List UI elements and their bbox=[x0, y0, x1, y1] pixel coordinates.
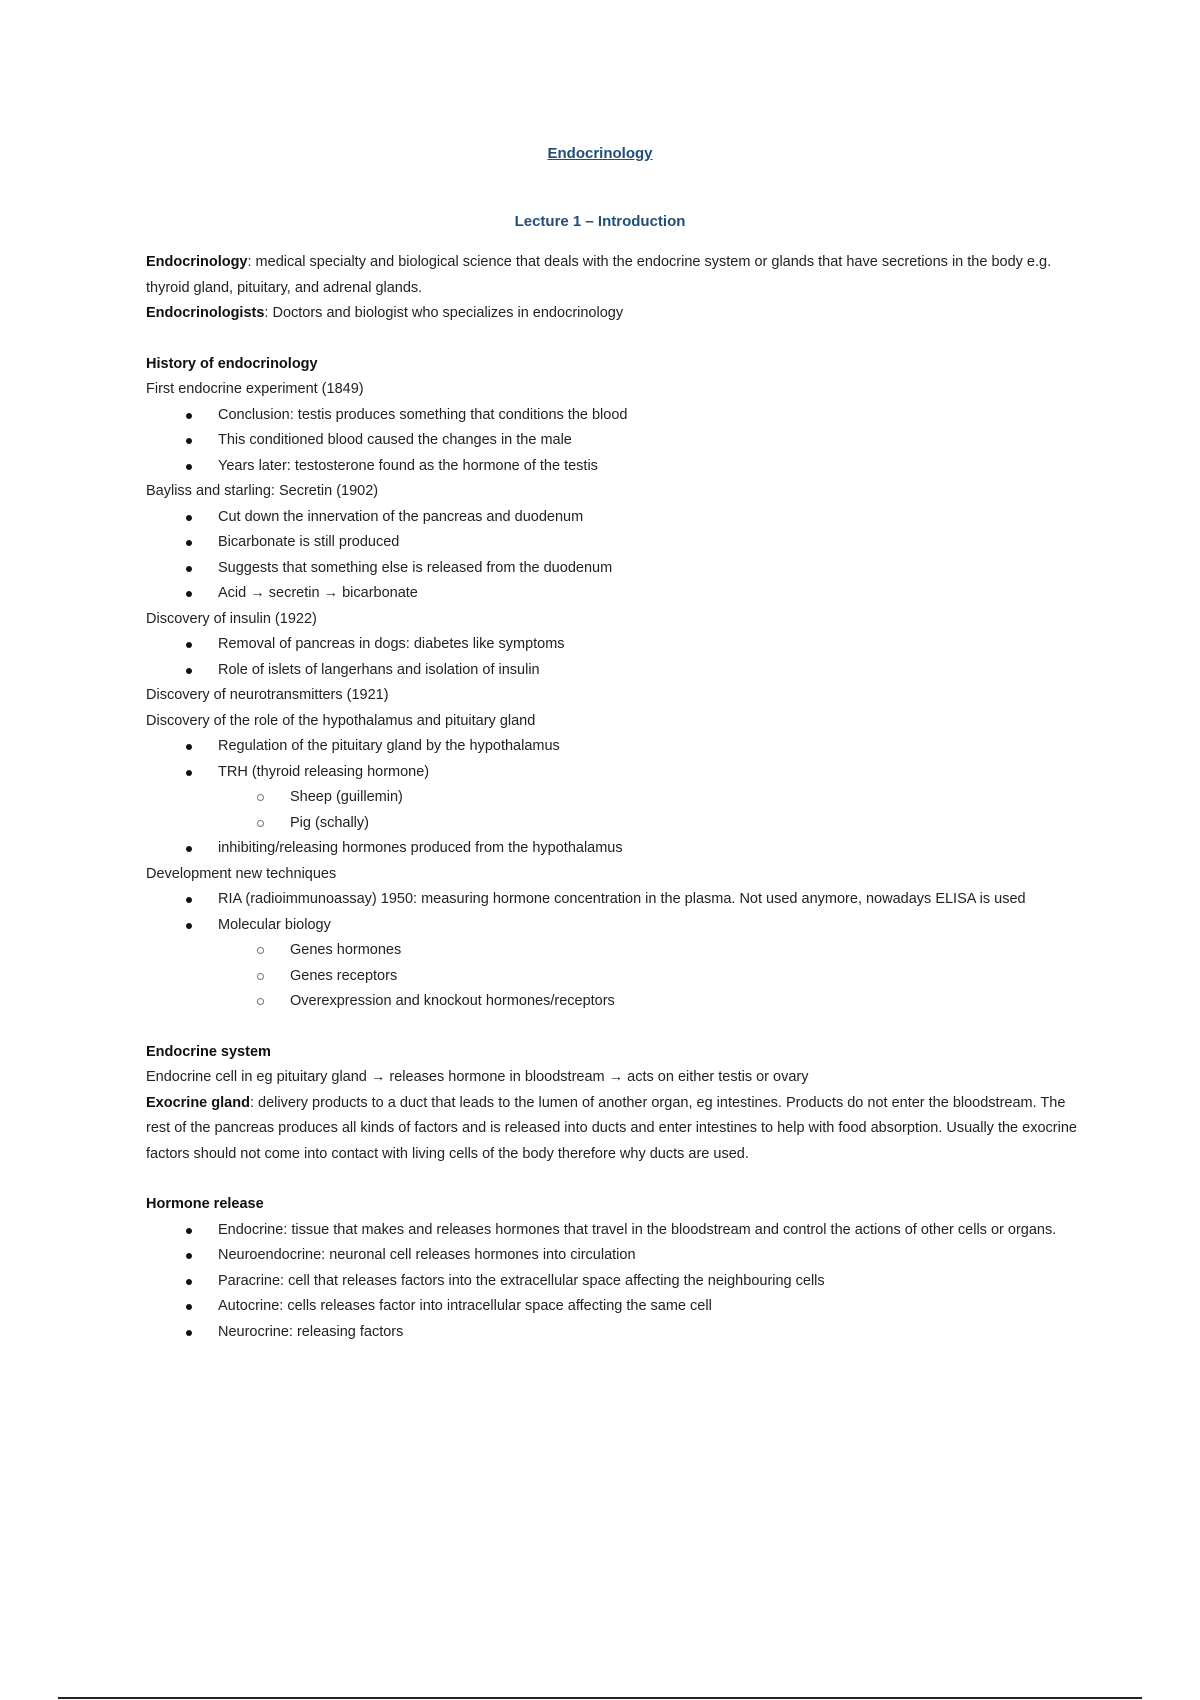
bullet-list bbox=[146, 734, 1086, 862]
list-item: Removal of pancreas in dogs: diabetes like symptoms bbox=[146, 632, 1086, 658]
history-item: Development new techniques bbox=[146, 865, 337, 882]
list-item: Endocrine: tissue that makes and releases hormones that travel in the bloodstream and control the actions of other cells or organs. bbox=[146, 1218, 1086, 1244]
definition-exocrine-gland bbox=[146, 1091, 1086, 1168]
list-item: Regulation of the pituitary gland by the hypothalamus bbox=[146, 734, 1086, 760]
definition-endocrinologists bbox=[146, 301, 1086, 327]
sub-list-item: Overexpression and knockout hormones/receptors bbox=[218, 989, 1086, 1015]
document-body bbox=[146, 250, 1086, 1345]
definition-text: : delivery products to a duct that leads to the lumen of another organ, eg intestines. Products do not enter the bloodstream. The rest of the pancreas produces all kinds of factors and is released into ducts and enter intestines to help with food absorption. Usually the exocrine factors should not come into contact with living cells of the body therefore why ducts are used. bbox=[146, 1094, 1077, 1162]
list-item: Bicarbonate is still produced bbox=[146, 530, 1086, 556]
section-heading-hormone-release: Hormone release bbox=[146, 1196, 264, 1212]
bullet-list bbox=[146, 403, 1086, 480]
list-item: Neuroendocrine: neuronal cell releases hormones into circulation bbox=[146, 1243, 1086, 1269]
term-endocrinology: Endocrinology bbox=[146, 254, 248, 270]
term-exocrine-gland: Exocrine gland bbox=[146, 1094, 250, 1111]
list-item: RIA (radioimmunoassay) 1950: measuring hormone concentration in the plasma. Not used anymore, nowadays ELISA is used bbox=[146, 887, 1086, 913]
list-item: Conclusion: testis produces something that conditions the blood bbox=[146, 403, 1086, 429]
history-item: First endocrine experiment (1849) bbox=[146, 381, 364, 397]
list-item: Years later: testosterone found as the hormone of the testis bbox=[146, 454, 1086, 480]
bullet-list bbox=[146, 632, 1086, 683]
list-item: Paracrine: cell that releases factors into the extracellular space affecting the neighbouring cells bbox=[146, 1269, 1086, 1295]
section-heading-history: History of endocrinology bbox=[146, 355, 318, 372]
history-item: Bayliss and starling: Secretin (1902) bbox=[146, 483, 379, 499]
page-bottom-divider bbox=[58, 1697, 1142, 1699]
definition-text: : Doctors and biologist who specializes in endocrinology bbox=[264, 305, 624, 321]
lecture-subtitle: Lecture 1 – Introduction bbox=[514, 213, 686, 230]
list-item: Suggests that something else is released from the duodenum bbox=[146, 556, 1086, 582]
list-item: inhibiting/releasing hormones produced from the hypothalamus bbox=[146, 836, 1086, 862]
bullet-list bbox=[146, 505, 1086, 607]
sub-bullet-list bbox=[218, 938, 1086, 1015]
list-item: Role of islets of langerhans and isolation of insulin bbox=[146, 658, 1086, 684]
history-item: Discovery of insulin (1922) bbox=[146, 610, 317, 627]
bullet-list bbox=[146, 1218, 1086, 1346]
list-item: Neurocrine: releasing factors bbox=[146, 1320, 1086, 1346]
list-item: Cut down the innervation of the pancreas and duodenum bbox=[146, 505, 1086, 531]
sub-bullet-list bbox=[218, 785, 1086, 836]
definition-endocrinology bbox=[146, 250, 1086, 301]
definition-text: : medical specialty and biological science that deals with the endocrine system or glands that have secretions in the body e.g. thyroid gland, pituitary, and adrenal glands. bbox=[146, 254, 1052, 296]
sub-list-item: Genes receptors bbox=[218, 964, 1086, 990]
list-item-text: Molecular biology bbox=[218, 916, 331, 933]
sub-list-item: Genes hormones bbox=[218, 938, 1086, 964]
list-item: This conditioned blood caused the changes in the male bbox=[146, 428, 1086, 454]
list-item bbox=[146, 760, 1086, 837]
list-item: Autocrine: cells releases factor into intracellular space affecting the same cell bbox=[146, 1294, 1086, 1320]
list-item bbox=[146, 913, 1086, 1015]
list-item: Acid → secretin → bicarbonate bbox=[146, 581, 1086, 607]
sub-list-item: Pig (schally) bbox=[218, 811, 1086, 837]
document-title: Endocrinology bbox=[547, 145, 653, 162]
section-heading-endocrine-system: Endocrine system bbox=[146, 1043, 271, 1060]
bullet-list bbox=[146, 887, 1086, 1015]
list-item-text: TRH (thyroid releasing hormone) bbox=[218, 763, 430, 780]
endocrine-system-line: Endocrine cell in eg pituitary gland → releases hormone in bloodstream → acts on either testis or ovary bbox=[146, 1069, 809, 1085]
history-item: Discovery of the role of the hypothalamus and pituitary gland bbox=[146, 712, 536, 729]
history-item: Discovery of neurotransmitters (1921) bbox=[146, 687, 389, 703]
sub-list-item: Sheep (guillemin) bbox=[218, 785, 1086, 811]
term-endocrinologists: Endocrinologists bbox=[146, 305, 265, 321]
